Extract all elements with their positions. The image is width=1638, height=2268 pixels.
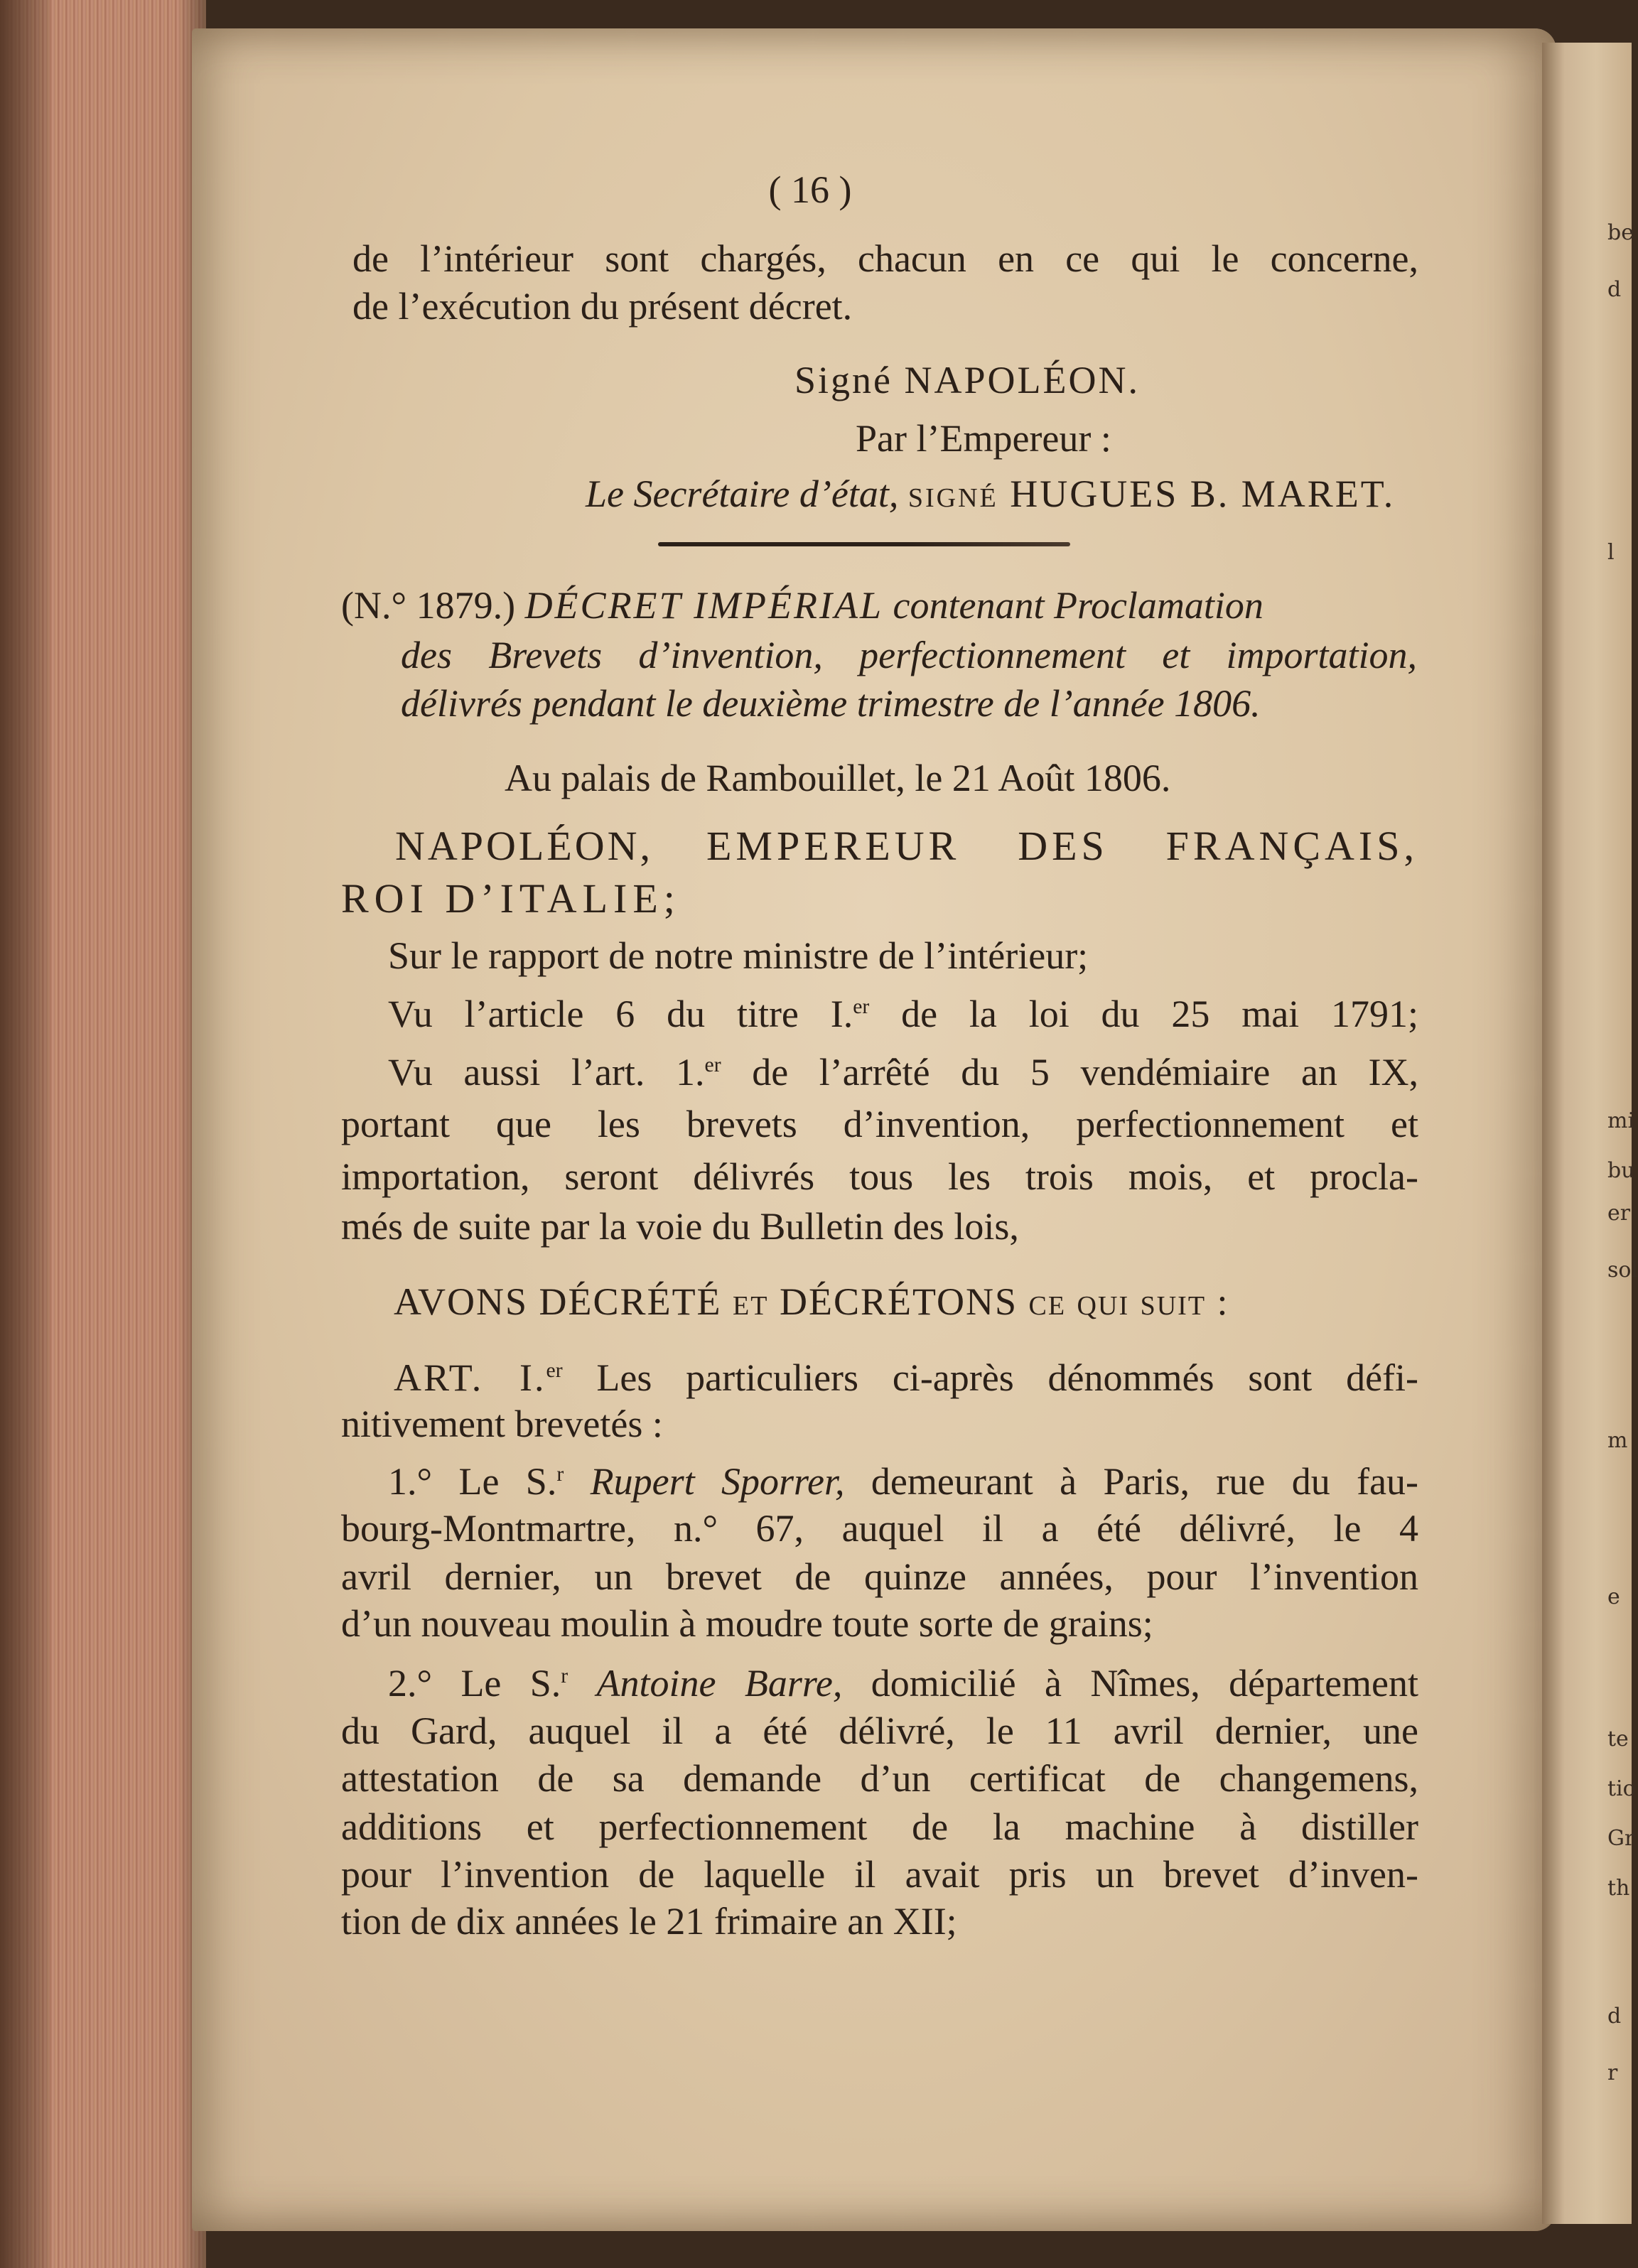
item-2-rest: domicilié à Nîmes, département: [871, 1662, 1419, 1705]
article-1-text: Les particuliers ci-après dénommés sont défi-: [596, 1356, 1419, 1399]
item-1-rest: demeurant à Paris, rue du fau-: [871, 1460, 1419, 1503]
item-2-sup: r: [561, 1665, 569, 1688]
secretaire-name: signé HUGUES B. MARET.: [907, 472, 1396, 515]
item-2-num: 2.° Le S.: [388, 1662, 561, 1705]
decree-title-line-1: [341, 586, 1263, 625]
neighbor-fragment: r: [1607, 2061, 1618, 2085]
emperor-line-1: [395, 823, 1418, 869]
article-1-line-2: nitivement brevetés :: [341, 1403, 663, 1445]
decree-title-caps: DÉCRET IMPÉRIAL: [524, 584, 884, 627]
neighbor-fragment: d: [1607, 2004, 1622, 2029]
neighbor-fragment: m: [1607, 1428, 1628, 1453]
decree-number: (N.° 1879.): [341, 584, 516, 627]
vu-article-a: Vu l’article 6 du titre I.: [388, 993, 853, 1035]
neighbor-fragment: mi: [1607, 1108, 1635, 1133]
neighbor-page-text: [1607, 0, 1638, 2268]
item-1-line-4: d’un nouveau moulin à moudre toute sorte de grains;: [341, 1602, 1153, 1645]
item-2-line-2: du Gard, auquel il a été délivré, le 11 avril dernier, une: [341, 1710, 1418, 1752]
neighbor-fragment: d: [1607, 277, 1622, 302]
item-1-name: Rupert Sporrer,: [590, 1460, 845, 1503]
signature-par: Par l’Empereur :: [856, 417, 1111, 460]
neighbor-fragment: l: [1607, 540, 1615, 565]
portant-line-2: importation, seront délivrés tous les trois mois, et procla-: [341, 1155, 1418, 1198]
item-1-num: 1.° Le S.: [388, 1460, 557, 1503]
avons-decrete: AVONS DÉCRÉTÉ et DÉCRÉTONS ce qui suit :: [394, 1280, 1229, 1323]
neighbor-fragment: er: [1607, 1201, 1631, 1226]
portant-line-3: més de suite par la voie du Bulletin des lois,: [341, 1205, 1019, 1248]
neighbor-fragment: te: [1607, 1727, 1629, 1751]
section-divider: [658, 542, 1070, 546]
item-2-name: Antoine Barre,: [596, 1662, 843, 1705]
decree-title-rest: contenant Proclamation: [893, 584, 1263, 627]
vu-aussi-sup: er: [704, 1054, 721, 1076]
vu-article-sup: er: [853, 995, 870, 1018]
item-1-line-2: bourg-Montmartre, n.° 67, auquel il a été délivré, le 4: [341, 1507, 1418, 1550]
neighbor-fragment: bu: [1607, 1158, 1635, 1183]
vu-article-b: de la loi du 25 mai 1791;: [901, 993, 1419, 1035]
book-page-edges: [0, 0, 206, 2268]
item-2-line-4: additions et perfectionnement de la machine à distiller: [341, 1805, 1418, 1848]
item-2-line-3: attestation de sa demande d’un certificat de changemens,: [341, 1757, 1418, 1800]
secretaire-title: Le Secrétaire d’état,: [586, 472, 899, 515]
decree-title-line-3: délivrés pendant le deuxième trimestre de l’année 1806.: [401, 682, 1261, 725]
portant-line-1: portant que les brevets d’invention, perfectionnement et: [341, 1103, 1418, 1145]
signature-signe: [794, 361, 1140, 399]
decree-title-line-2: des Brevets d’invention, perfectionnement et importation,: [401, 634, 1417, 676]
item-2-line-6: tion de dix années le 21 frimaire an XII;: [341, 1900, 957, 1943]
item-1-line-1: [388, 1462, 1418, 1501]
vu-aussi-line: [388, 1051, 1418, 1094]
item-2-line-1: [388, 1662, 1419, 1705]
item-1-line-3: avril dernier, un brevet de quinze années, pour l’invention: [341, 1555, 1418, 1598]
continuation-line-2: de l’exécution du présent décret.: [352, 285, 853, 328]
neighbor-fragment: tio: [1607, 1776, 1636, 1801]
neighbor-fragment: Gr: [1607, 1826, 1635, 1851]
vu-article-line: [388, 995, 1418, 1033]
article-1-sup: er: [546, 1359, 563, 1382]
rapport-line: Sur le rapport de notre ministre de l’intérieur;: [388, 934, 1089, 977]
neighbor-fragment: sol: [1607, 1258, 1638, 1282]
neighbor-fragment: be: [1607, 220, 1634, 245]
signature-secretaire: [586, 472, 1396, 515]
emperor-title: EMPEREUR DES FRANÇAIS,: [706, 823, 1418, 869]
signature-signe-text: Signé NAPOLÉON.: [794, 359, 1140, 401]
emperor-name: NAPOLÉON,: [395, 823, 654, 869]
item-2-line-5: pour l’invention de laquelle il avait pris un brevet d’inven-: [341, 1853, 1418, 1896]
page-number: ( 16 ): [768, 168, 852, 211]
continuation-line-1: de l’intérieur sont chargés, chacun en ce qui le concerne,: [352, 237, 1418, 280]
neighbor-fragment: e: [1607, 1584, 1620, 1609]
article-1-line-1: [394, 1356, 1419, 1399]
neighbor-fragment: th: [1607, 1876, 1630, 1901]
place-date: Au palais de Rambouillet, le 21 Août 1806.: [505, 757, 1171, 799]
vu-aussi-b: de l’arrêté du 5 vendémiaire an IX,: [752, 1051, 1418, 1094]
article-1-label: ART. I.: [394, 1356, 546, 1399]
emperor-line-2: ROI D’ITALIE;: [341, 875, 681, 922]
item-1-sup: r: [556, 1463, 564, 1486]
vu-aussi-a: Vu aussi l’art. 1.: [388, 1051, 705, 1094]
